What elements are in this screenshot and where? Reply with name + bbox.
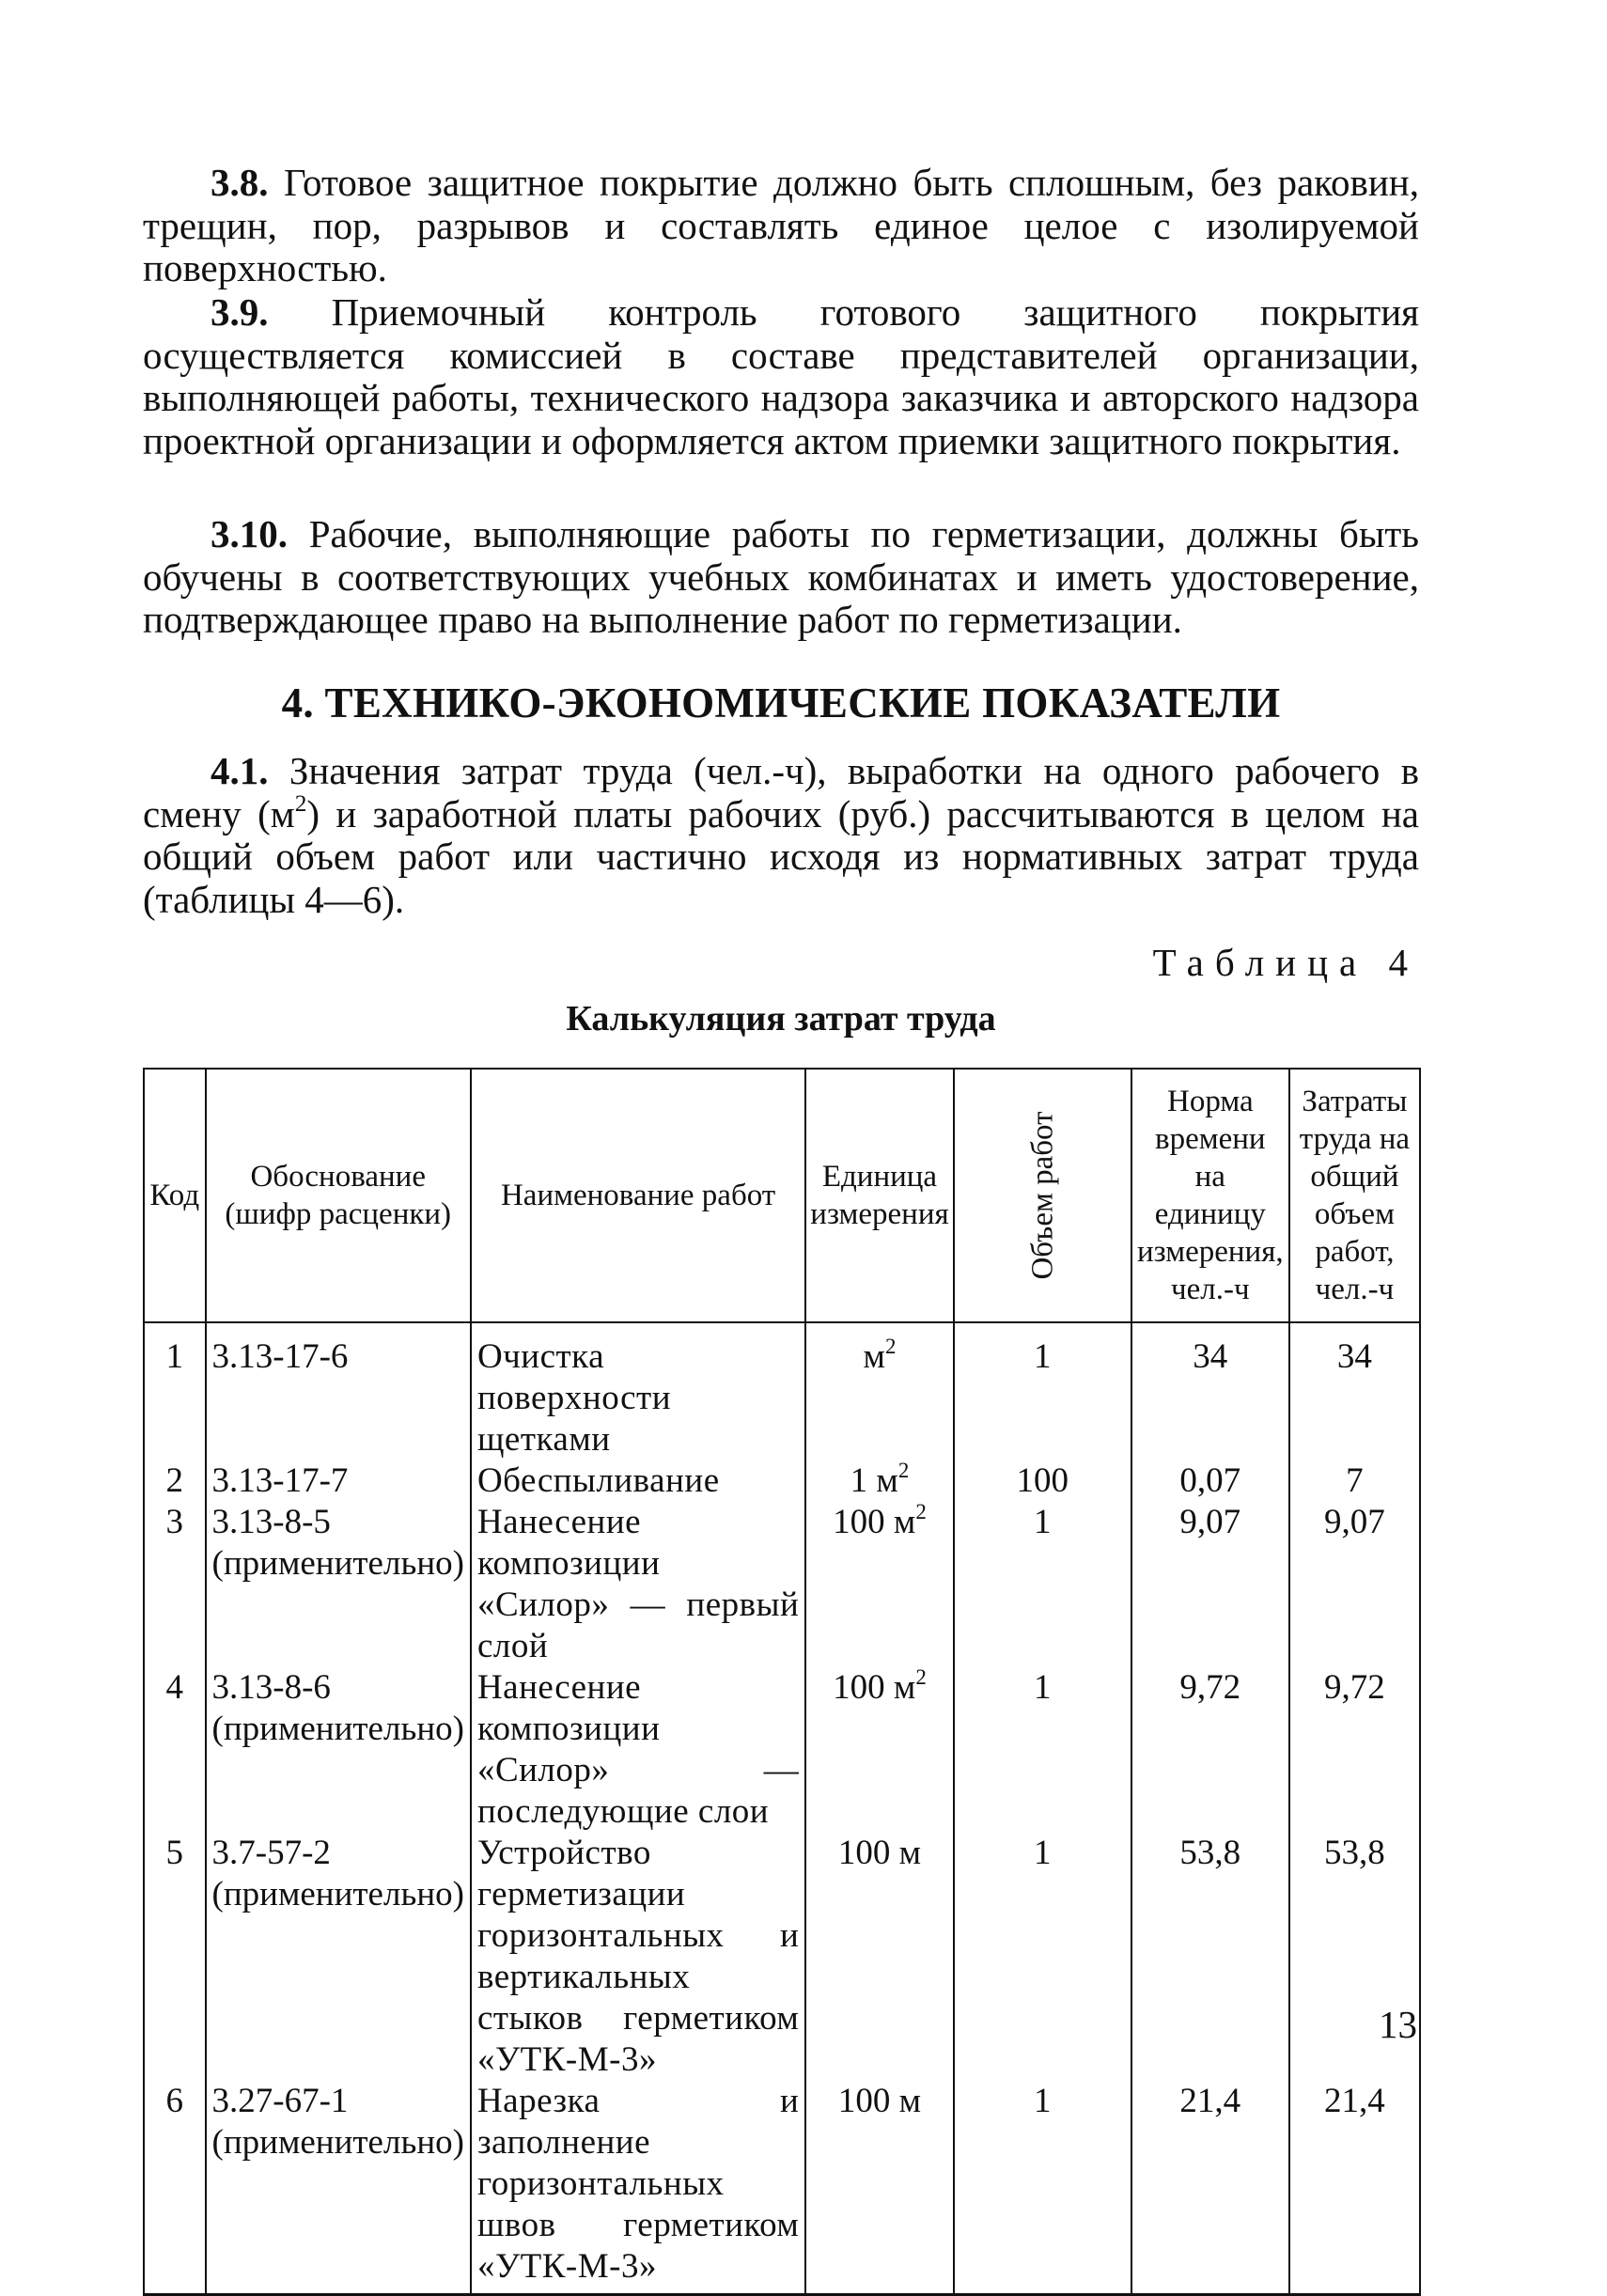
cell-code: 2 <box>144 1460 206 1502</box>
unit-superscript: 2 <box>915 1664 927 1689</box>
paragraph-number: 3.9. <box>211 290 269 334</box>
paragraph-number: 3.10. <box>211 512 288 555</box>
cell-volume: 1 <box>954 1667 1131 1833</box>
cell-unit <box>805 1499 953 1667</box>
unit-text: 100 м <box>837 2082 922 2120</box>
cell-norm: 0,07 <box>1131 1460 1289 1502</box>
paragraph-number: 3.8. <box>211 161 269 204</box>
paragraph-number: 4.1. <box>211 749 269 792</box>
cell-volume: 1 <box>954 1322 1131 1460</box>
header-code: Код <box>144 1069 206 1322</box>
page-number: 13 <box>1379 2003 1417 2046</box>
paragraph-3-9 <box>143 291 1419 462</box>
header-unit: Единица измерения <box>805 1069 953 1322</box>
unit-text: м <box>863 1337 885 1376</box>
cell-basis: 3.13-17-7 <box>206 1460 471 1502</box>
cell-total: 53,8 <box>1289 1833 1420 2081</box>
cell-total: 7 <box>1289 1460 1420 1502</box>
unit-superscript: 2 <box>897 1458 910 1482</box>
cell-basis: 3.13-8-6 (применительно) <box>206 1667 471 1833</box>
unit-text: 1 м <box>850 1461 898 1500</box>
cell-code: 1 <box>144 1322 206 1460</box>
table-row <box>144 1667 1420 1833</box>
cell-volume: 1 <box>954 1833 1131 2081</box>
unit-superscript: 2 <box>915 1499 927 1523</box>
cell-code: 5 <box>144 1833 206 2081</box>
paragraph-4-1 <box>143 750 1419 921</box>
cell-name: Нарезка и заполнение горизонтальных швов герметиком «УТК-М-3» <box>471 2081 805 2295</box>
cell-total: 34 <box>1289 1322 1420 1460</box>
table-row <box>144 1460 1420 1502</box>
table-row <box>144 1833 1420 2081</box>
cell-name: Устройство герметизации горизонтальных и вертикальных стыков герметиком «УТК-М-3» <box>471 1833 805 2081</box>
cell-basis: 3.13-17-6 <box>206 1322 471 1460</box>
table-row <box>144 1502 1420 1667</box>
unit-text: 100 м <box>833 1503 916 1541</box>
paragraph-text: ) и заработной платы рабочих (руб.) рассчитываются в целом на общий объем работ или частично исходя из нормативных затрат труда (таблицы 4—6). <box>143 791 1419 921</box>
table-title: Калькуляция затрат труда <box>566 999 996 1039</box>
header-name: Наименование работ <box>471 1069 805 1322</box>
superscript: 2 <box>294 789 307 817</box>
cell-code: 4 <box>144 1667 206 1833</box>
header-volume-label: Объем работ <box>1025 1111 1060 1280</box>
cell-basis: 3.7-57-2 (применительно) <box>206 1833 471 2081</box>
cell-name: Очистка поверхности щетками <box>471 1322 805 1460</box>
cell-norm: 21,4 <box>1131 2081 1289 2295</box>
cell-total: 21,4 <box>1289 2081 1420 2295</box>
cell-unit <box>805 1460 953 1502</box>
labor-cost-table <box>143 1068 1421 2296</box>
cell-name: Обеспыливание <box>471 1460 805 1502</box>
header-volume <box>954 1069 1131 1322</box>
cell-code: 6 <box>144 2081 206 2295</box>
cell-code: 3 <box>144 1502 206 1667</box>
cell-total: 9,72 <box>1289 1667 1420 1833</box>
cell-basis: 3.27-67-1 (применительно) <box>206 2081 471 2295</box>
cell-norm: 9,72 <box>1131 1667 1289 1833</box>
cell-norm: 34 <box>1131 1322 1289 1460</box>
table-row <box>144 2081 1420 2295</box>
unit-superscript: 2 <box>884 1334 897 1358</box>
paragraph-3-8 <box>143 162 1419 290</box>
paragraph-text: Готовое защитное покрытие должно быть сплошным, без раковин, трещин, пор, разрывов и составлять единое целое с изолируемой поверхностью. <box>143 161 1419 289</box>
cell-basis: 3.13-8-5 (применительно) <box>206 1502 471 1667</box>
header-total: Затраты труда на общий объем работ, чел.-ч <box>1289 1069 1420 1322</box>
unit-text: 100 м <box>833 1668 916 1707</box>
section-heading: 4. ТЕХНИКО-ЭКОНОМИЧЕСКИЕ ПОКАЗАТЕЛИ <box>281 679 1281 726</box>
table-label: Таблица 4 <box>1152 941 1419 984</box>
paragraph-text: Приемочный контроль готового защитного покрытия осуществляется комиссией в составе представителей организации, выполняющей работы, технического надзора заказчика и авторского надзора проектной организации и оформляется актом приемки защитного покрытия. <box>143 290 1419 462</box>
cell-unit <box>805 1833 953 2081</box>
cell-unit <box>805 1322 953 1460</box>
header-basis: Обоснование (шифр расценки) <box>206 1069 471 1322</box>
table-header-row <box>144 1069 1420 1322</box>
cell-volume: 1 <box>954 2081 1131 2295</box>
paragraph-text: Значения затрат труда (чел.-ч), выработки на одного рабочего в смену (м <box>143 749 1419 836</box>
cell-name: Нанесение композиции «Силор» — первый слой <box>471 1502 805 1667</box>
cell-volume: 100 <box>954 1460 1131 1502</box>
paragraph-3-10 <box>143 513 1419 642</box>
unit-text: 100 м <box>837 1834 922 1872</box>
cell-norm: 9,07 <box>1131 1502 1289 1667</box>
cell-unit <box>805 1664 953 1833</box>
cell-unit <box>805 2081 953 2295</box>
header-norm: Норма времени на единицу измерения, чел.-ч <box>1131 1069 1289 1322</box>
paragraph-text: Рабочие, выполняющие работы по герметизации, должны быть обучены в соответствующих учебных комбинатах и иметь удостоверение, подтверждающее право на выполнение работ по герметизации. <box>143 512 1419 641</box>
cell-name: Нанесение композиции «Силор» — последующие слои <box>471 1667 805 1833</box>
cell-total: 9,07 <box>1289 1502 1420 1667</box>
table-row <box>144 1322 1420 1460</box>
cell-volume: 1 <box>954 1502 1131 1667</box>
cell-norm: 53,8 <box>1131 1833 1289 2081</box>
